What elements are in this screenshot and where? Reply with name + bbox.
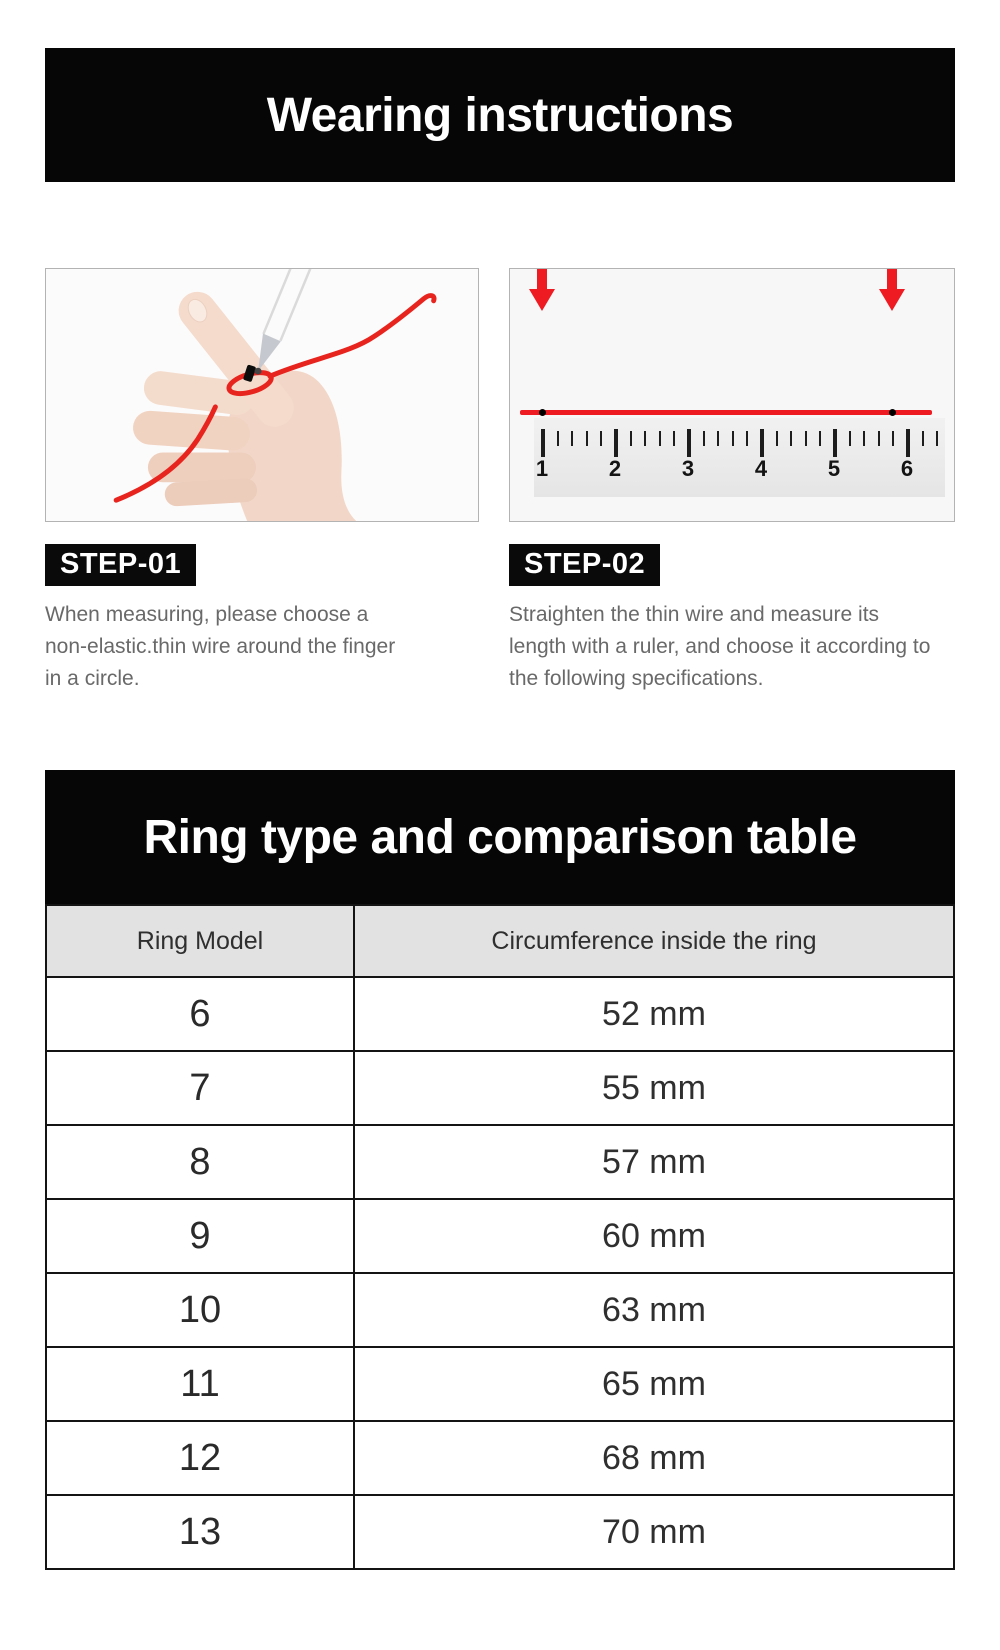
circumference-cell: 57 mm [354,1125,954,1199]
step-column-1 [45,268,479,695]
wearing-instructions-banner [45,48,955,182]
down-arrow-icon [879,269,905,311]
table-row [46,1199,954,1273]
steps-section [45,268,955,695]
table-row [46,1495,954,1569]
table-row [46,1051,954,1125]
ruler-number: 2 [608,456,622,481]
down-arrow-icon [529,269,555,311]
circumference-cell: 70 mm [354,1495,954,1569]
ruler-number: 1 [535,456,549,481]
ring-model-cell: 6 [46,977,354,1051]
ring-model-cell: 7 [46,1051,354,1125]
circumference-cell: 52 mm [354,977,954,1051]
circumference-cell: 55 mm [354,1051,954,1125]
red-measure-line [520,410,932,415]
circumference-cell: 63 mm [354,1273,954,1347]
step-column-2 [509,268,955,695]
table-row [46,1421,954,1495]
header-ring-model: Ring Model [46,905,354,977]
table-row [46,1347,954,1421]
circumference-cell: 60 mm [354,1199,954,1273]
ring-size-table [45,904,955,1570]
ruler-number: 5 [827,456,841,481]
table-header-row [46,905,954,977]
measure-point-dot [539,409,546,416]
ring-model-cell: 9 [46,1199,354,1273]
circumference-cell: 65 mm [354,1347,954,1421]
measure-point-dot [889,409,896,416]
ring-model-cell: 11 [46,1347,354,1421]
ring-model-cell: 12 [46,1421,354,1495]
step1-label-badge: STEP-01 [45,544,196,586]
table-row [46,1125,954,1199]
step2-description: Straighten the thin wire and measure its length with a ruler, and choose it according to the following specifications. [509,603,931,690]
table-row [46,1273,954,1347]
step2-photo [509,268,955,522]
size-table-body [46,977,954,1569]
ruler-number: 4 [754,456,768,481]
hand-measuring-illustration [46,269,478,521]
pen-icon [255,269,303,375]
ruler-number: 6 [900,456,914,481]
step1-photo [45,268,479,522]
ring-model-cell: 13 [46,1495,354,1569]
section-title-wearing: Wearing instructions [266,88,734,142]
step1-description: When measuring, please choose a non-elastic.thin wire around the finger in a circle. [45,603,396,690]
step2-label-badge: STEP-02 [509,544,660,586]
circumference-cell: 68 mm [354,1421,954,1495]
ruler-numbers [510,418,954,497]
ring-model-cell: 8 [46,1125,354,1199]
header-circumference: Circumference inside the ring [354,905,954,977]
ruler-number: 3 [681,456,695,481]
table-row [46,977,954,1051]
section-title-comparison: Ring type and comparison table [143,810,857,864]
comparison-table-banner [45,770,955,904]
page-root [45,0,955,1570]
ring-model-cell: 10 [46,1273,354,1347]
